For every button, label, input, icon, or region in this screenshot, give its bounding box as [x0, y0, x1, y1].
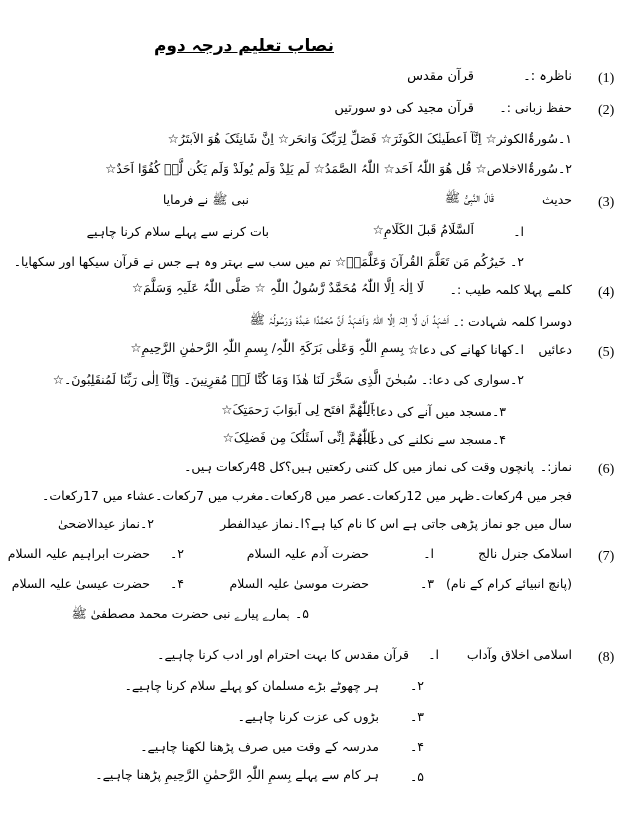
adab-3: بڑوں کی عزت کرنا چاہیے۔ — [237, 709, 379, 724]
kalima-1-label: پہلا کلمہ طیب :۔ — [449, 282, 542, 297]
dua-2: ۲۔سواری کی دعا:۔ سُبحٰنَ الَّذِی سَخَّرَ لَنَا ھٰذَا وَمَا کُنَّا لَہٗ مُقرِنِینَ۔ وَاِنَّآ اِلٰی رَبِّنَا لَمُنقَلِبُونَ۔☆ — [52, 372, 524, 387]
surah-kausar-line: ۱۔سُورۃُالکوثر☆ اِنَّآ اَعطَینٰکَ الکَوثَرَ☆ فَصَلِّ لِرَبِّکَ وَانحَر☆ اِنَّ شَانِئَکَ ھُوَ الاَبتَرُ☆ — [167, 131, 572, 146]
section-1-content: قرآن مقدس — [407, 69, 474, 84]
adab-4-number: ۴۔ — [409, 739, 424, 754]
namaz-question: پانچوں وقت کی نماز میں کل کتنی رکعتیں ہیں؟کل 48رکعات ہیں۔ — [184, 459, 534, 474]
adab-2-number: ۲۔ — [409, 678, 424, 693]
hadith-1-urdu: بات کرنے سے پہلے سلام کرنا چاہیے — [86, 224, 269, 239]
dua-4-label: ۴۔مسجد سے نکلنے کی دعا:۔ — [355, 432, 506, 447]
prophet-3: حضرت موسیٰ علیہ السلام — [229, 576, 369, 591]
section-8-number: (8) — [598, 650, 615, 665]
surah-ikhlas-line: ۲۔سُورۃُالاخلاص☆ قُل ھُوَ اللّٰہُ اَحَد☆ اللّٰہُ الصَّمَدُ☆ لَم یَلِدْ وَلَم یُولَدْ وَلَم یَکُن لَّہٗ کُفُوًا اَحَدٌ☆ — [105, 161, 572, 176]
section-7-sub: (پانچ انبیائے کرام کے نام) — [446, 576, 572, 591]
hadith-1-number: ا۔ — [513, 224, 524, 239]
dua-3-arabic: اَللّٰھُمَّ افتَح لِی اَبوَابَ رَحمَتِکَ☆ — [221, 402, 374, 417]
section-1-label: ناظرہ :۔ — [523, 69, 572, 84]
eid-question: سال میں جو نماز پڑھی جاتی ہے اس کا نام کیا ہے؟ — [304, 516, 572, 531]
section-2-label: حفظ زبانی :۔ — [499, 100, 572, 115]
hadith-header-arabic: قَالَ النَّبِیُّ ﷺ — [444, 190, 494, 205]
section-7-label: اسلامک جنرل نالج — [478, 546, 572, 561]
adab-3-number: ۳۔ — [409, 709, 424, 724]
page-title: نصاب تعلیم درجہ دوم — [153, 36, 334, 56]
adab-4: مدرسہ کے وقت میں صرف پڑھنا لکھنا چاہیے۔ — [140, 739, 379, 754]
adab-2: ہر چھوٹے بڑے مسلمان کو پہلے سلام کرنا چاہیے۔ — [124, 678, 379, 693]
section-6-number: (6) — [598, 462, 615, 477]
section-6-label: نماز:۔ — [539, 459, 572, 474]
prophet-5-number: ۵۔ — [294, 606, 309, 621]
prophet-1: حضرت آدم علیہ السلام — [246, 546, 369, 561]
prophet-2: حضرت ابراہیم علیہ السلام — [7, 546, 150, 561]
dua-3-label: ۳۔مسجد میں آنے کی دعا:۔ — [364, 404, 506, 419]
section-5-label: دعائیں — [538, 342, 572, 357]
prophet-2-number: ۲۔ — [169, 546, 184, 561]
kalima-2-label: دوسرا کلمہ شہادت :۔ — [452, 314, 572, 329]
adab-5: ہر کام سے پہلے بِسمِ اللّٰہِ الرَّحمٰنِ الرَّحِیمِ پڑھنا چاہیے۔ — [95, 767, 379, 782]
dua-1-label: ا۔کھانا کھانے کی دعا☆ — [407, 342, 524, 357]
namaz-rakaat: فجر میں 4رکعات۔ظہر میں 12رکعات۔عصر میں 8رکعات۔مغرب میں 7رکعات۔عشاء میں 17رکعات۔ — [42, 488, 572, 503]
kalima-2-text: اَشہَدُ اَن لَّا اِلٰہَ اِلَّا اللّٰہُ وَاَشہَدُ اَنَّ مُحَمَّدًا عَبدُہٗ وَرَسُولُہٗ ﷺ — [249, 312, 449, 327]
hadith-1-arabic: اَلسَّلَامُ قَبلَ الکَلَامِ☆ — [372, 222, 474, 237]
section-2-content: قرآن مجید کی دو سورتیں — [334, 101, 474, 116]
prophet-1-number: ا۔ — [423, 546, 434, 561]
dua-4-arabic: اَللّٰھُمَّ اِنِّی اَسئَلُکَ مِن فَضلِکَ☆ — [222, 430, 374, 445]
dua-1-arabic: بِسمِ اللّٰہِ وَعَلٰی بَرَکَۃِ اللّٰہِ/ بِسمِ اللّٰہِ الرَّحمٰنِ الرَّحِیمِ☆ — [130, 340, 404, 355]
hadith-header-urdu: نبی ﷺ نے فرمایا — [162, 192, 249, 207]
kalima-1-text: لَا اِلٰہَ اِلَّا اللّٰہُ مُحَمَّدٌ رَّسُولُ اللّٰہِ ☆ صَلَّی اللّٰہُ عَلَیہِ وَسَلَّمَ☆ — [131, 280, 424, 295]
eid-answer-2: ۲۔نماز عیدالاضحیٰ — [57, 516, 154, 531]
adab-1-number: ا۔ — [428, 647, 439, 662]
section-5-number: (5) — [598, 345, 615, 360]
section-3-number: (3) — [598, 195, 615, 210]
adab-5-number: ۵۔ — [409, 769, 424, 784]
section-8-label: اسلامی اخلاق وآداب — [466, 647, 572, 662]
section-2-number: (2) — [598, 103, 615, 118]
prophet-3-number: ۳۔ — [419, 576, 434, 591]
prophet-4: حضرت عیسیٰ علیہ السلام — [11, 576, 150, 591]
adab-1: قرآن مقدس کا بہت احترام اور ادب کرنا چاہیے۔ — [157, 647, 409, 662]
section-4-number: (4) — [598, 285, 615, 300]
prophet-5: ہمارے پیارے نبی حضرت محمد مصطفیٰ ﷺ — [71, 606, 289, 621]
section-1-number: (1) — [598, 71, 615, 86]
hadith-2: ۲۔ خَیرُکُم مَن تَعَلَّمَ القُرآنَ وَعَلَّمَہٗ☆ تم میں سب سے بہتر وہ ہے جس نے قرآن سیکھا اور سکھایا۔ — [13, 254, 524, 269]
prophet-4-number: ۴۔ — [169, 576, 184, 591]
section-7-number: (7) — [598, 549, 615, 564]
section-3-label: حدیث — [541, 192, 572, 207]
section-4-label: کلمے — [547, 282, 572, 297]
eid-answer-1: ا۔نماز عیدالفطر — [220, 516, 304, 531]
